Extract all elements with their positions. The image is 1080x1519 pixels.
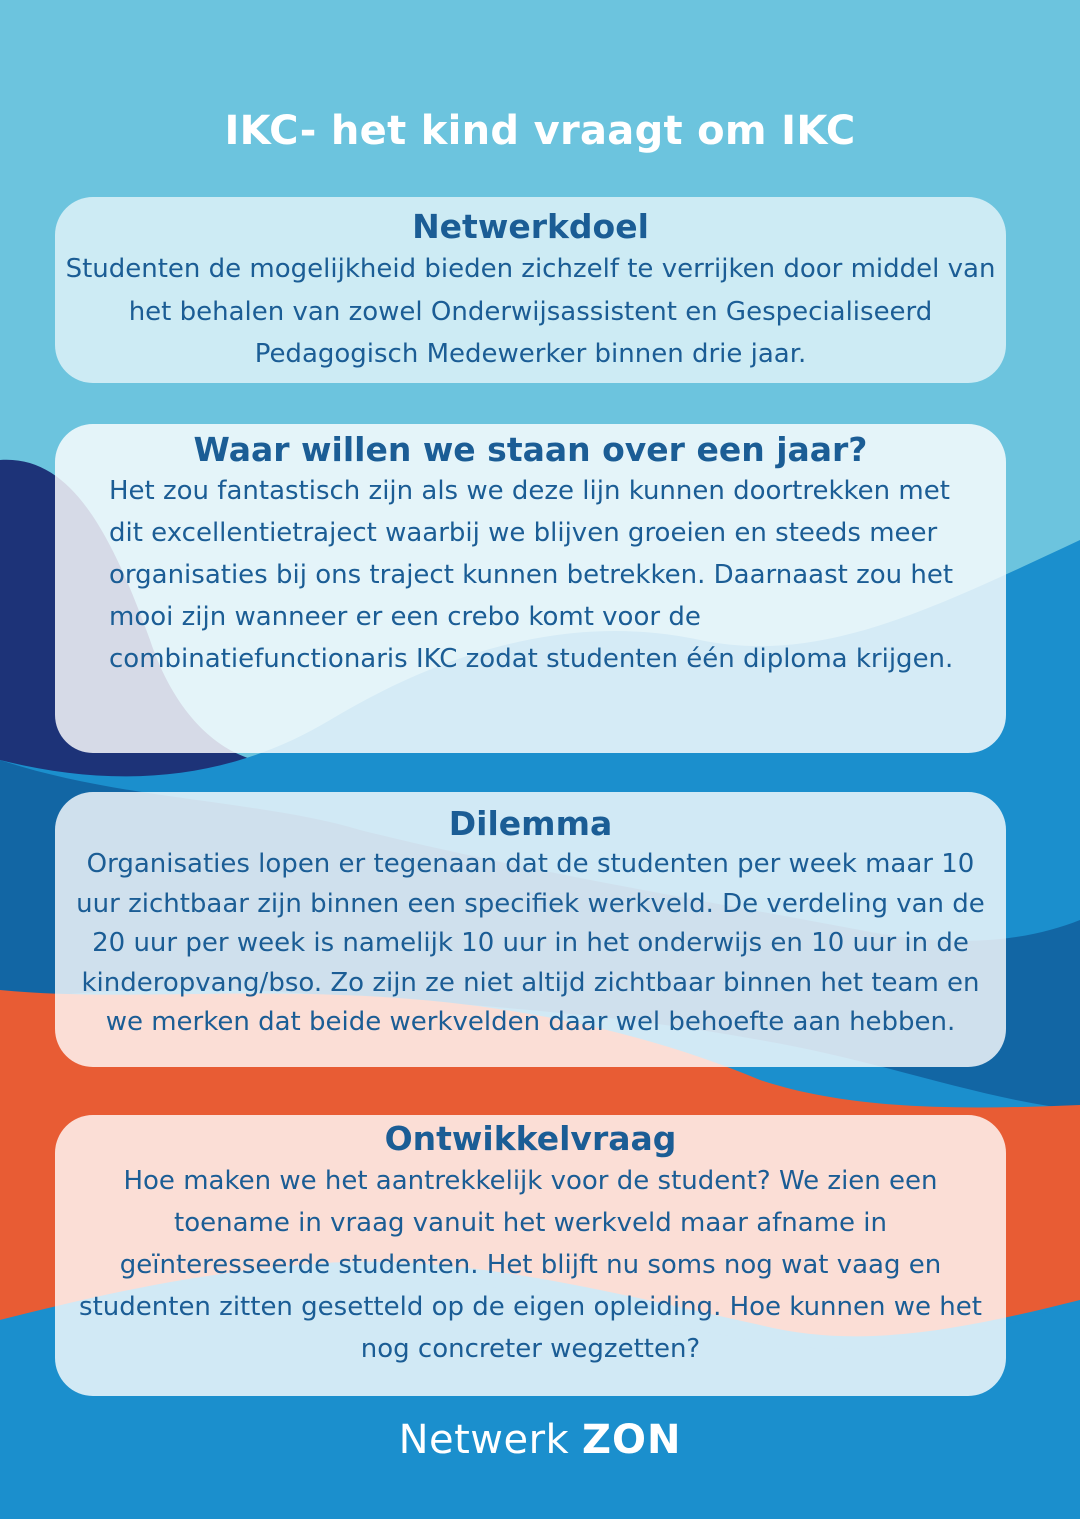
dilemma-card <box>55 792 1006 1067</box>
ontwikkelvraag-card <box>55 1115 1006 1396</box>
ontwikkelvraag-heading: Ontwikkelvraag <box>384 1119 677 1158</box>
netwerkdoel-text: Studenten de mogelijkheid bieden zichzelf te verrijken door middel van het behalen van zowel Onderwijsassistent en Gespecialiseerd Pedagogisch Medewerker binnen drie jaar. <box>65 254 996 369</box>
logo-word: Netwerk <box>398 1417 570 1463</box>
dilemma-heading: Dilemma <box>448 804 613 843</box>
over-een-jaar-text: Het zou fantastisch zijn als we deze lijn kunnen doortrekken met dit excellentietraject waarbij we blijven groeien en steeds meer organisaties bij ons traject kunnen betrekken. Daarnaast zou het mooi zijn wanneer er een crebo komt voor de combinatiefunctionaris IKC zodat studenten één diploma krijgen. <box>109 476 954 674</box>
over-een-jaar-heading: Waar willen we staan over een jaar? <box>193 430 868 469</box>
netwerkdoel-heading: Netwerkdoel <box>412 207 649 246</box>
dilemma-text: Organisaties lopen er tegenaan dat de studenten per week maar 10 uur zichtbaar zijn binnen een specifiek werkveld. De verdeling van de 20 uur per week is namelijk 10 uur in het onderwijs en 10 uur in de kinderopvang/bso. Zo zijn ze niet altijd zichtbaar binnen het team en we merken dat beide werkvelden daar wel behoefte aan hebben. <box>76 849 985 1037</box>
ontwikkelvraag-text: Hoe maken we het aantrekkelijk voor de student? We zien een toename in vraag vanuit het werkveld maar afname in geïnteresseerde studenten. Het blijft nu soms nog wat vaag en studenten zitten gesetteld op de eigen opleiding. Hoe kunnen we het nog concreter wegzetten? <box>79 1166 982 1364</box>
netwerkdoel-card <box>55 197 1006 383</box>
logo-brand: ZON <box>581 1417 682 1463</box>
page-title: IKC- het kind vraagt om IKC <box>224 108 856 154</box>
netwerk-zon-logo <box>0 1417 1080 1463</box>
over-een-jaar-card <box>55 424 1006 753</box>
